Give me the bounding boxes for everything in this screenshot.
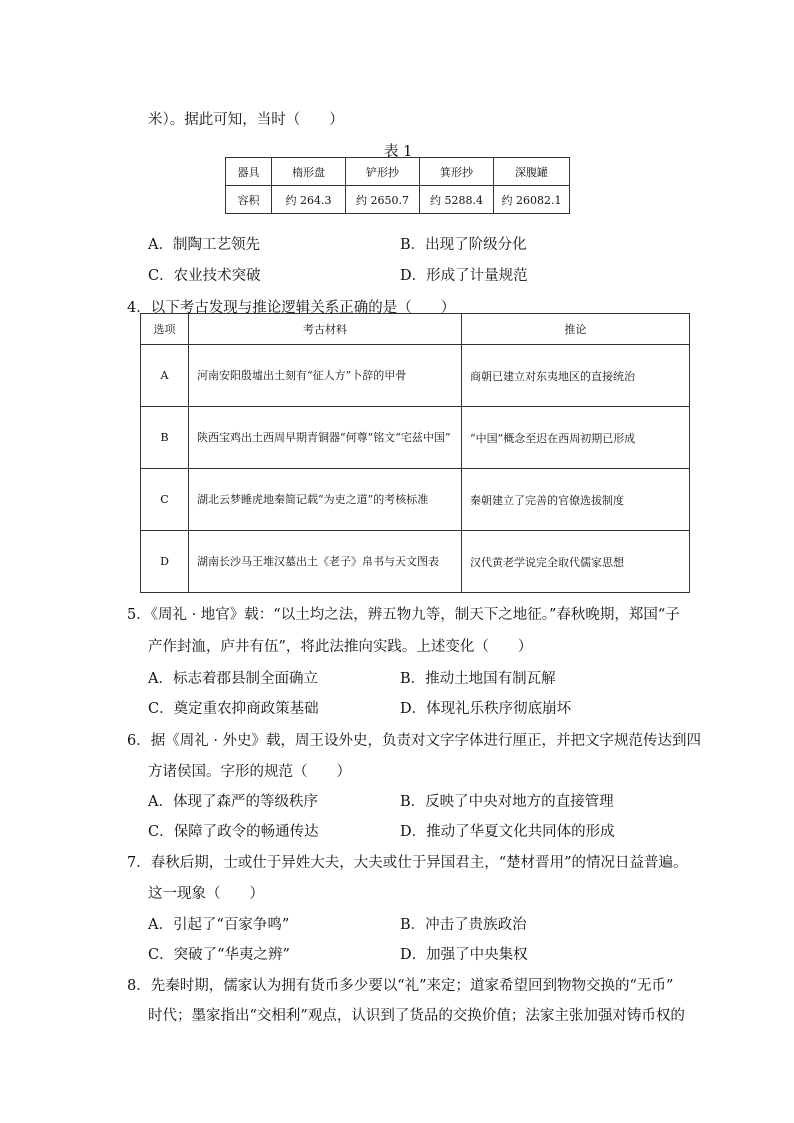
q3-option-c[interactable]: C．农业技术突破: [148, 268, 261, 284]
table-cell: 约 264.3: [272, 186, 346, 214]
table-cell: 约 5288.4: [420, 186, 494, 214]
table-row: [141, 469, 690, 531]
archaeology-table: [140, 313, 690, 593]
q5-option-d[interactable]: D．体现礼乐秩序彻底崩坏: [400, 701, 572, 717]
q5-stem-line2: 产作封洫，庐井有伍”，将此法推向实践。上述变化（ ）: [148, 639, 533, 655]
table-cell: D: [141, 531, 189, 593]
q4-stem: 4．以下考古发现与推论逻辑关系正确的是（ ）: [127, 300, 456, 316]
table-header-cell: 推论: [462, 314, 690, 345]
q8-stem-line2: 时代；墨家指出“交相利”观点，认识到了货品的交换价值；法家主张加强对铸币权的: [148, 1008, 685, 1024]
table1-caption: 表 1: [384, 144, 413, 160]
table-cell: 楕形盘: [272, 158, 346, 186]
q6-option-b[interactable]: B．反映了中央对地方的直接管理: [400, 794, 614, 810]
table-row: [226, 158, 570, 186]
q3-option-a[interactable]: A．制陶工艺领先: [148, 237, 260, 253]
table-header-cell: 器具: [226, 158, 272, 186]
q5-option-b[interactable]: B．推动土地国有制瓦解: [400, 671, 556, 687]
q6-stem-line1: 6．据《周礼 · 外史》载，周王设外史，负责对文字字体进行厘正，并把文字规范传达到四: [127, 733, 702, 749]
q6-option-a[interactable]: A．体现了森严的等级秩序: [148, 794, 318, 810]
table-row: [141, 531, 690, 593]
table-cell: C: [141, 469, 189, 531]
q5-option-c[interactable]: C．奠定重农抑商政策基础: [148, 701, 319, 717]
table-cell: “中国”概念至迟在西周初期已形成: [462, 407, 690, 469]
q7-option-a[interactable]: A．引起了“百家争鸣”: [148, 917, 290, 933]
table-cell: A: [141, 345, 189, 407]
table-header-cell: 选项: [141, 314, 189, 345]
q7-stem-line1: 7．春秋后期，士或仕于异姓大夫，大夫或仕于异国君主，“楚材晋用”的情况日益普遍。: [127, 855, 688, 871]
table-header-cell: 容积: [226, 186, 272, 214]
q3-stem-tail: 米）。据此可知，当时（ ）: [148, 112, 344, 128]
q8-stem-line1: 8．先秦时期，儒家认为拥有货币多少要以“礼”来定；道家希望回到物物交换的“无币”: [127, 978, 674, 994]
q5-option-a[interactable]: A．标志着郡县制全面确立: [148, 671, 318, 687]
q6-option-c[interactable]: C．保障了政令的畅通传达: [148, 824, 319, 840]
table-header-cell: 考古材料: [189, 314, 462, 345]
table-row: [141, 407, 690, 469]
table-cell: 湖南长沙马王堆汉墓出土《老子》帛书与天文图表: [189, 531, 462, 593]
table-cell: 铲形抄: [346, 158, 420, 186]
table-cell: 秦朝建立了完善的官僚选拔制度: [462, 469, 690, 531]
table-cell: 湖北云梦睡虎地秦简记载“为吏之道”的考核标准: [189, 469, 462, 531]
q7-option-b[interactable]: B．冲击了贵族政治: [400, 917, 527, 933]
q3-option-b[interactable]: B．出现了阶级分化: [400, 237, 527, 253]
q7-option-d[interactable]: D．加强了中央集权: [400, 947, 528, 963]
table-row: [226, 186, 570, 214]
table-cell: 汉代黄老学说完全取代儒家思想: [462, 531, 690, 593]
volume-table: [225, 157, 570, 214]
q3-option-d[interactable]: D．形成了计量规范: [400, 268, 528, 284]
table-cell: 河南安阳殷墟出土刻有“征人方”卜辞的甲骨: [189, 345, 462, 407]
table-cell: 商朝已建立对东夷地区的直接统治: [462, 345, 690, 407]
table-cell: 深腹罐: [494, 158, 570, 186]
table-cell: 陕西宝鸡出土西周早期青铜器“何尊”铭文“宅兹中国”: [189, 407, 462, 469]
q6-stem-line2: 方诸侯国。字形的规范（ ）: [148, 764, 351, 780]
table-cell: B: [141, 407, 189, 469]
table-header-row: [141, 314, 690, 345]
table-cell: 箕形抄: [420, 158, 494, 186]
q5-stem-line1: 5．《周礼 · 地官》载：“以土均之法，辨五物九等，制天下之地征。”春秋晚期，郑国“子: [127, 607, 680, 623]
q7-stem-line2: 这一现象（ ）: [148, 886, 264, 902]
q7-option-c[interactable]: C．突破了“华夷之辨”: [148, 947, 290, 963]
table-cell: 约 2650.7: [346, 186, 420, 214]
table-row: [141, 345, 690, 407]
table-cell: 约 26082.1: [494, 186, 570, 214]
q6-option-d[interactable]: D．推动了华夏文化共同体的形成: [400, 824, 615, 840]
